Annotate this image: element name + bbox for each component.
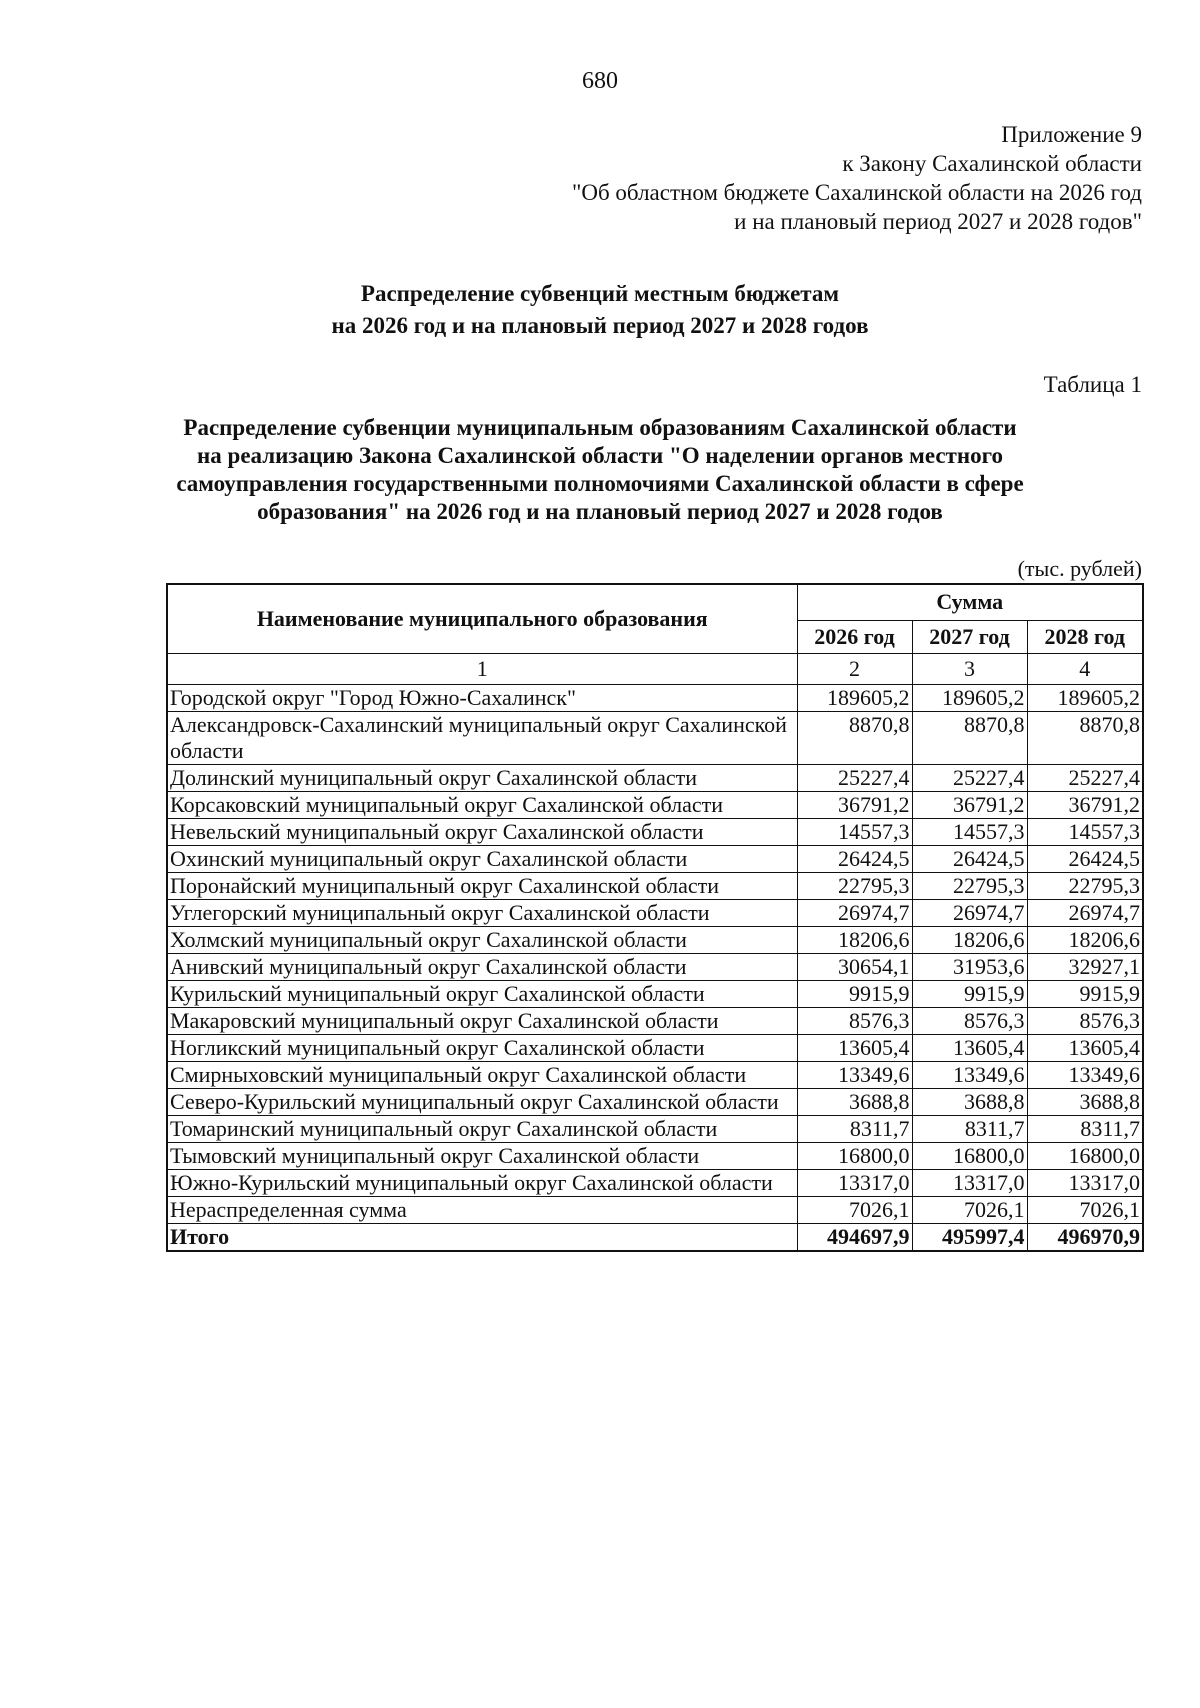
amount-2026-cell: 22795,3: [797, 873, 912, 900]
amount-2028-cell: 26424,5: [1027, 846, 1143, 873]
total-2028-cell: 496970,9: [1027, 1224, 1143, 1252]
table-row: [167, 873, 1143, 900]
amount-2028-cell: 13605,4: [1027, 1035, 1143, 1062]
municipality-name-cell: Долинский муниципальный округ Сахалинской области: [167, 765, 797, 792]
header-year-2027: 2027 год: [912, 620, 1027, 653]
amount-2026-cell: 18206,6: [797, 927, 912, 954]
subvention-table: [166, 583, 1144, 1252]
municipality-name-cell: Томаринский муниципальный округ Сахалинской области: [167, 1116, 797, 1143]
table-row: [167, 1089, 1143, 1116]
table-title-line: на реализацию Закона Сахалинской области "О наделении органов местного: [197, 443, 1003, 468]
amount-2028-cell: 8576,3: [1027, 1008, 1143, 1035]
municipality-name-cell: Курильский муниципальный округ Сахалинской области: [167, 981, 797, 1008]
table-title-line: самоуправления государственными полномочиями Сахалинской области в сфере: [176, 471, 1024, 496]
main-title-line: Распределение субвенций местным бюджетам: [360, 281, 840, 306]
amount-2028-cell: 8311,7: [1027, 1116, 1143, 1143]
table-title-line: образования" на 2026 год и на плановый период 2027 и 2028 годов: [257, 499, 943, 524]
amount-2028-cell: 8870,8: [1027, 712, 1143, 765]
amount-2027-cell: 22795,3: [912, 873, 1027, 900]
table-row: [167, 1062, 1143, 1089]
table-label: Таблица 1: [1043, 372, 1142, 397]
municipality-name-cell: Ногликский муниципальный округ Сахалинской области: [167, 1035, 797, 1062]
total-2026-cell: 494697,9: [797, 1224, 912, 1252]
municipality-name-cell: Смирныховский муниципальный округ Сахалинской области: [167, 1062, 797, 1089]
total-row: [167, 1224, 1143, 1252]
amount-2027-cell: 7026,1: [912, 1197, 1027, 1224]
amount-2028-cell: 26974,7: [1027, 900, 1143, 927]
amount-2028-cell: 3688,8: [1027, 1089, 1143, 1116]
appendix-line: "Об областном бюджете Сахалинской области на 2026 год: [571, 180, 1142, 205]
municipality-name-cell: Тымовский муниципальный округ Сахалинской области: [167, 1143, 797, 1170]
amount-2026-cell: 16800,0: [797, 1143, 912, 1170]
amount-2027-cell: 25227,4: [912, 765, 1027, 792]
amount-2026-cell: 9915,9: [797, 981, 912, 1008]
municipality-name-cell: Поронайский муниципальный округ Сахалинской области: [167, 873, 797, 900]
amount-2027-cell: 8311,7: [912, 1116, 1027, 1143]
table-row: [167, 900, 1143, 927]
amount-2026-cell: 30654,1: [797, 954, 912, 981]
amount-2027-cell: 13317,0: [912, 1170, 1027, 1197]
municipality-name-cell: Городской округ "Город Южно-Сахалинск": [167, 685, 797, 712]
amount-2026-cell: 13605,4: [797, 1035, 912, 1062]
municipality-name-cell: Корсаковский муниципальный округ Сахалинской области: [167, 792, 797, 819]
municipality-name-cell: Углегорский муниципальный округ Сахалинской области: [167, 900, 797, 927]
table-row: [167, 792, 1143, 819]
municipality-name-cell: Северо-Курильский муниципальный округ Сахалинской области: [167, 1089, 797, 1116]
page-number: 680: [582, 68, 618, 94]
municipality-name-cell: Невельский муниципальный округ Сахалинской области: [167, 819, 797, 846]
header-name: Наименование муниципального образования: [167, 584, 797, 654]
appendix-line: к Закону Сахалинской области: [842, 151, 1142, 176]
amount-2027-cell: 26424,5: [912, 846, 1027, 873]
municipality-name-cell: Охинский муниципальный округ Сахалинской области: [167, 846, 797, 873]
amount-2028-cell: 32927,1: [1027, 954, 1143, 981]
municipality-name-cell: Нераспределенная сумма: [167, 1197, 797, 1224]
municipality-name-cell: Макаровский муниципальный округ Сахалинской области: [167, 1008, 797, 1035]
appendix-line: и на плановый период 2027 и 2028 годов": [734, 209, 1142, 234]
amount-2027-cell: 36791,2: [912, 792, 1027, 819]
table-row: [167, 1008, 1143, 1035]
table-row: [167, 765, 1143, 792]
amount-2027-cell: 18206,6: [912, 927, 1027, 954]
table-row: [167, 1143, 1143, 1170]
amount-2026-cell: 26424,5: [797, 846, 912, 873]
amount-2026-cell: 3688,8: [797, 1089, 912, 1116]
table-row: [167, 927, 1143, 954]
amount-2027-cell: 14557,3: [912, 819, 1027, 846]
amount-2027-cell: 8576,3: [912, 1008, 1027, 1035]
amount-2028-cell: 13349,6: [1027, 1062, 1143, 1089]
amount-2026-cell: 36791,2: [797, 792, 912, 819]
amount-2027-cell: 26974,7: [912, 900, 1027, 927]
column-index: 3: [912, 654, 1027, 685]
municipality-name-cell: Анивский муниципальный округ Сахалинской области: [167, 954, 797, 981]
column-index: 4: [1027, 654, 1143, 685]
amount-2028-cell: 9915,9: [1027, 981, 1143, 1008]
header-year-2026: 2026 год: [797, 620, 912, 653]
table-body: [167, 685, 1143, 1252]
table-row: [167, 954, 1143, 981]
table-title: [0, 414, 1200, 526]
amount-2028-cell: 7026,1: [1027, 1197, 1143, 1224]
amount-2026-cell: 7026,1: [797, 1197, 912, 1224]
column-index: 1: [167, 654, 797, 685]
header-year-2028: 2028 год: [1027, 620, 1143, 653]
table-row: [167, 1197, 1143, 1224]
municipality-name-cell: Южно-Курильский муниципальный округ Сахалинской области: [167, 1170, 797, 1197]
amount-2026-cell: 13349,6: [797, 1062, 912, 1089]
amount-2026-cell: 13317,0: [797, 1170, 912, 1197]
amount-2028-cell: 22795,3: [1027, 873, 1143, 900]
table-row: [167, 1035, 1143, 1062]
table-title-line: Распределение субвенции муниципальным образованиям Сахалинской области: [183, 415, 1017, 440]
amount-2028-cell: 16800,0: [1027, 1143, 1143, 1170]
amount-2026-cell: 8576,3: [797, 1008, 912, 1035]
main-title: [0, 278, 1200, 342]
units-label: (тыс. рублей): [1017, 556, 1142, 581]
appendix-block: [572, 120, 1142, 236]
amount-2027-cell: 13349,6: [912, 1062, 1027, 1089]
amount-2027-cell: 3688,8: [912, 1089, 1027, 1116]
amount-2026-cell: 26974,7: [797, 900, 912, 927]
amount-2028-cell: 36791,2: [1027, 792, 1143, 819]
table-row: [167, 1116, 1143, 1143]
amount-2026-cell: 14557,3: [797, 819, 912, 846]
amount-2026-cell: 8311,7: [797, 1116, 912, 1143]
amount-2028-cell: 13317,0: [1027, 1170, 1143, 1197]
appendix-line: Приложение 9: [1001, 122, 1142, 147]
amount-2027-cell: 9915,9: [912, 981, 1027, 1008]
amount-2028-cell: 189605,2: [1027, 685, 1143, 712]
table-row: [167, 981, 1143, 1008]
municipality-name-cell: Холмский муниципальный округ Сахалинской области: [167, 927, 797, 954]
header-sum: Сумма: [797, 584, 1143, 620]
amount-2027-cell: 16800,0: [912, 1143, 1027, 1170]
amount-2028-cell: 14557,3: [1027, 819, 1143, 846]
amount-2028-cell: 18206,6: [1027, 927, 1143, 954]
amount-2027-cell: 189605,2: [912, 685, 1027, 712]
column-index: 2: [797, 654, 912, 685]
table-row: [167, 846, 1143, 873]
table-row: [167, 685, 1143, 712]
table-row: [167, 1170, 1143, 1197]
total-2027-cell: 495997,4: [912, 1224, 1027, 1252]
amount-2026-cell: 25227,4: [797, 765, 912, 792]
municipality-name-cell: Александровск-Сахалинский муниципальный округ Сахалинской области: [167, 712, 797, 765]
amount-2026-cell: 8870,8: [797, 712, 912, 765]
amount-2028-cell: 25227,4: [1027, 765, 1143, 792]
table-row: [167, 819, 1143, 846]
total-label-cell: Итого: [167, 1224, 797, 1252]
amount-2027-cell: 13605,4: [912, 1035, 1027, 1062]
amount-2027-cell: 8870,8: [912, 712, 1027, 765]
amount-2027-cell: 31953,6: [912, 954, 1027, 981]
table-row: [167, 712, 1143, 765]
amount-2026-cell: 189605,2: [797, 685, 912, 712]
main-title-line: на 2026 год и на плановый период 2027 и 2028 годов: [331, 313, 869, 338]
